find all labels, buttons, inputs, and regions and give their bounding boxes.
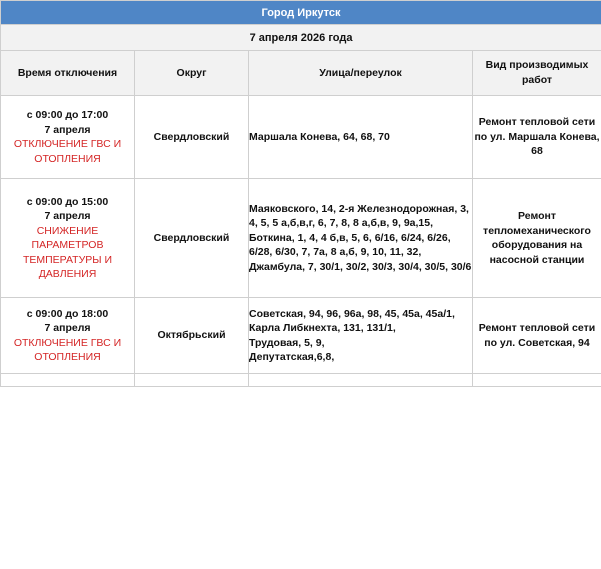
- city-row: [1, 1, 601, 25]
- time-cell: [1, 96, 135, 179]
- street-line: Трудовая, 5, 9,: [249, 336, 325, 349]
- header-row: [1, 51, 601, 96]
- date-row: [1, 25, 601, 51]
- outage-day: 7 апреля: [44, 123, 91, 136]
- outage-day: 7 апреля: [44, 322, 91, 334]
- city-title: Город Иркутск: [1, 1, 601, 25]
- empty-cell: [135, 374, 249, 387]
- header-street: Улица/переулок: [249, 51, 473, 96]
- time-cell: [1, 298, 135, 374]
- date-title: 7 апреля 2026 года: [1, 25, 601, 51]
- district-cell: Свердловский: [135, 96, 249, 179]
- street-cell: Маяковского, 14, 2-я Железнодорожная, 3, 4, 5, 5 а,б,в,г, 6, 7, 8, 8 а,б,в, 9, 9а,15, Боткина, 1, 4, 4 б,в, 5, 6, 6/16, 6/24, 6/26, 6/28, 6/30, 7, 7а, 8 а,б, 9, 10, 11, 32, Джамбула, 7, 30/1, 30/2, 30/3, 30/4, 30/5, 30/6: [249, 179, 473, 298]
- outage-day: 7 апреля: [44, 210, 91, 222]
- time-cell: [1, 179, 135, 298]
- table-row: [1, 179, 601, 298]
- table-row-partial: [1, 374, 601, 387]
- work-cell: Ремонт тепломеханического оборудования на насосной станции: [473, 179, 601, 298]
- time-range: с 09:00 до 15:00: [26, 195, 109, 208]
- outage-type: ОТКЛЮЧЕНИЕ ГВС И ОТОПЛЕНИЯ: [13, 138, 122, 165]
- time-range: с 09:00 до 18:00: [26, 307, 109, 320]
- district-cell: Октябрьский: [135, 298, 249, 374]
- empty-cell: [249, 374, 473, 387]
- empty-cell: [1, 374, 135, 387]
- empty-cell: [473, 374, 601, 387]
- header-time: Время отключения: [1, 51, 135, 96]
- street-line: Советская, 94, 96, 96а, 98, 45, 45а, 45а/1,: [249, 307, 455, 320]
- header-district: Округ: [135, 51, 249, 96]
- header-work: Вид производимых работ: [473, 51, 601, 96]
- work-cell: Ремонт тепловой сети по ул. Маршала Конева, 68: [473, 96, 601, 179]
- time-range: с 09:00 до 17:00: [26, 109, 109, 121]
- work-cell: Ремонт тепловой сети по ул. Советская, 94: [473, 298, 601, 374]
- outage-type: ОТКЛЮЧЕНИЕ ГВС И ОТОПЛЕНИЯ: [13, 336, 122, 363]
- table-row: [1, 298, 601, 374]
- outage-type: СНИЖЕНИЕ ПАРАМЕТРОВ ТЕМПЕРАТУРЫ И ДАВЛЕНИЯ: [22, 224, 113, 280]
- district-cell: Свердловский: [135, 179, 249, 298]
- street-cell: Маршала Конева, 64, 68, 70: [249, 96, 473, 179]
- street-line: Депутатская,6,8,: [249, 351, 335, 363]
- street-line: Карла Либкнехта, 131, 131/1,: [249, 322, 396, 334]
- table-row: [1, 96, 601, 179]
- street-cell: [249, 298, 473, 374]
